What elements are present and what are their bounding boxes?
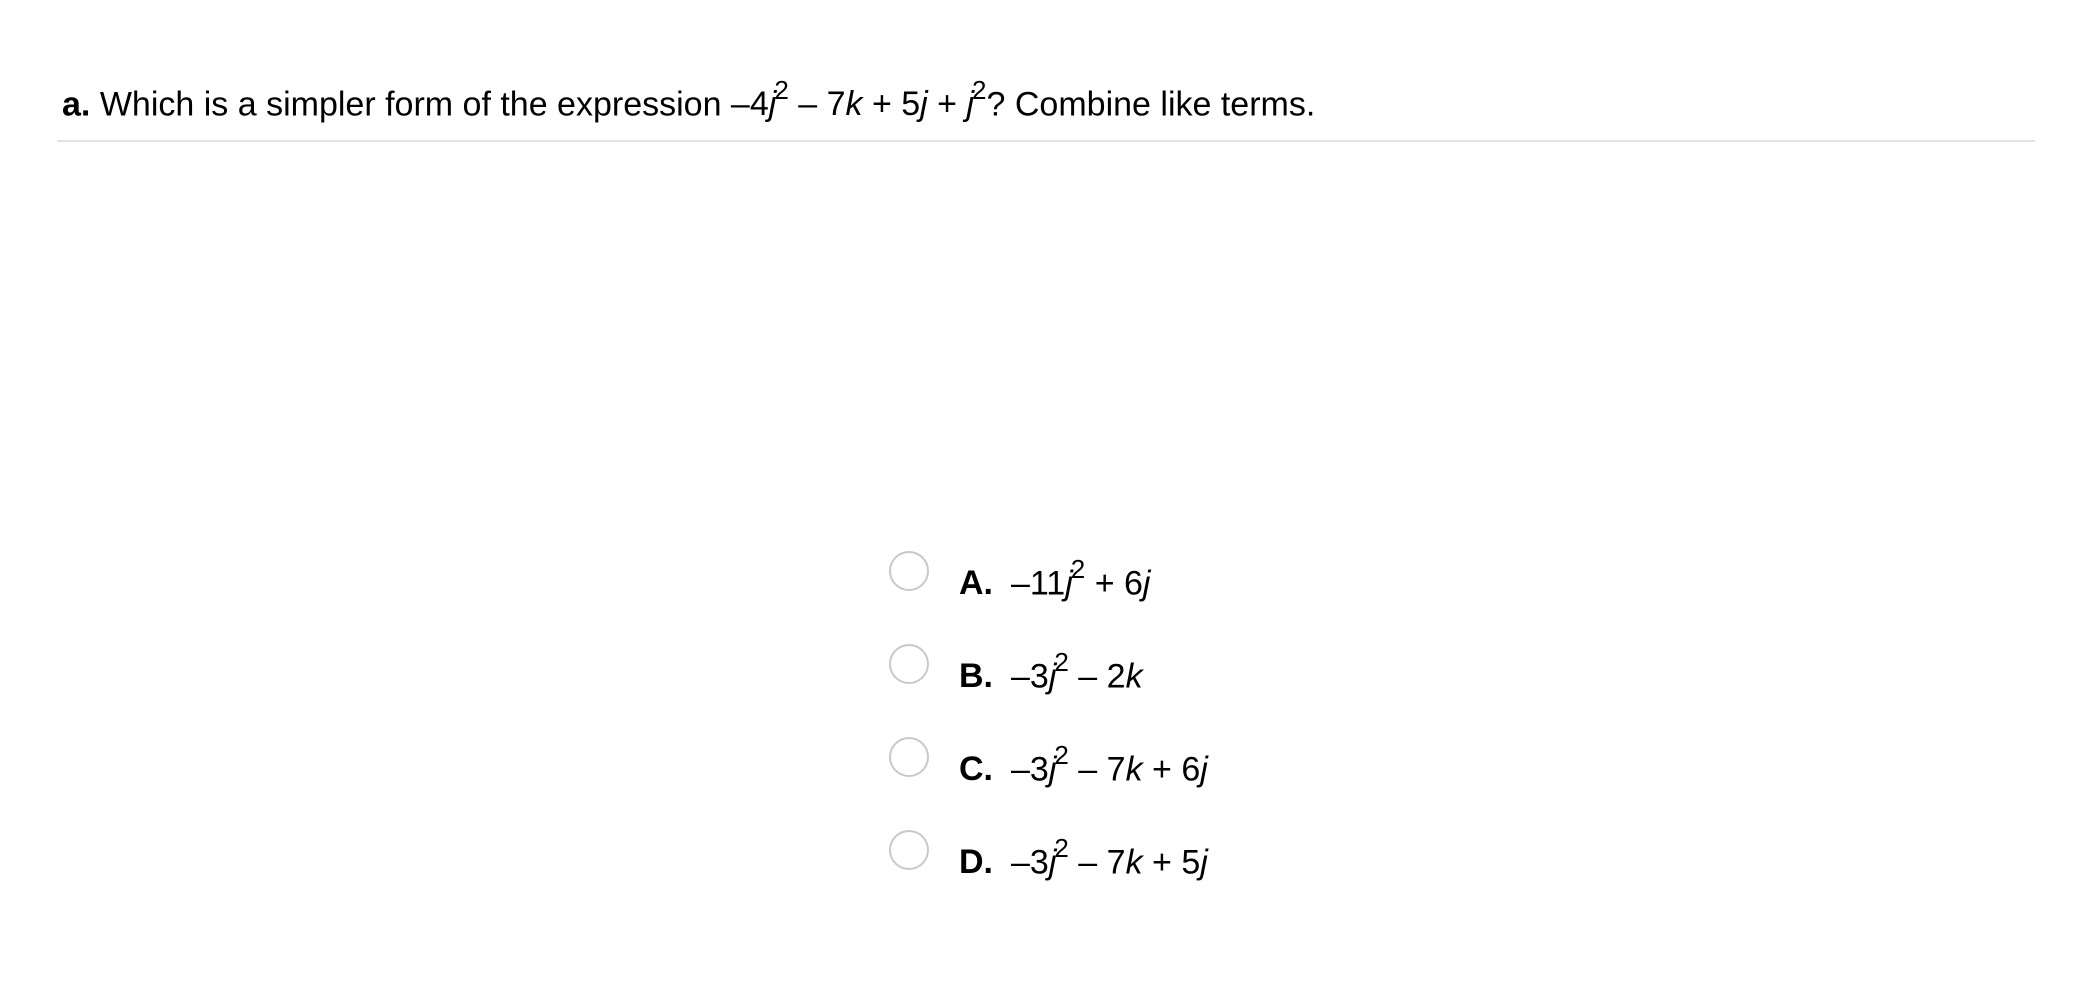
expr-term: + 6	[1142, 750, 1201, 789]
expr-variable: j	[1142, 564, 1151, 603]
expr-variable: k	[845, 85, 863, 124]
choice-c[interactable]	[889, 734, 1208, 827]
expr-variable: j	[1200, 750, 1208, 789]
choice-a[interactable]	[889, 548, 1208, 641]
answer-choices	[889, 548, 1208, 920]
expr-exponent: 2	[972, 75, 987, 105]
expr-term: +	[927, 85, 967, 124]
expr-variable: j	[966, 85, 975, 124]
expr-variable: j	[1048, 657, 1057, 696]
expr-term: – 7	[1068, 843, 1126, 882]
expression	[730, 75, 987, 124]
question-text-after: ? Combine like terms.	[986, 85, 1316, 124]
radio-button-d[interactable]	[889, 830, 929, 870]
expr-variable: j	[1065, 564, 1073, 603]
choice-d[interactable]	[889, 827, 1208, 920]
expr-variable: k	[1125, 750, 1143, 789]
expr-variable: j	[1048, 750, 1057, 789]
expr-term: + 5	[862, 85, 921, 124]
choice-letter: A.	[959, 564, 993, 603]
expr-exponent: 2	[1054, 647, 1069, 677]
expr-exponent: 2	[1054, 740, 1069, 770]
question-prompt	[62, 66, 1315, 132]
expr-term: – 2	[1068, 657, 1126, 696]
choice-b[interactable]	[889, 641, 1208, 734]
expr-term: –11	[1011, 564, 1066, 603]
question-text-before: Which is a simpler form of the expression	[99, 85, 731, 124]
expr-variable: k	[1125, 843, 1143, 882]
radio-button-b[interactable]	[889, 644, 929, 684]
choice-d-text	[959, 824, 1208, 890]
question-label: a.	[62, 85, 91, 124]
expr-term: –3	[1011, 843, 1049, 882]
radio-button-a[interactable]	[889, 551, 929, 591]
choice-c-text	[959, 731, 1208, 797]
divider	[57, 140, 2035, 142]
expr-exponent: 2	[1070, 554, 1086, 584]
choice-letter: D.	[959, 843, 993, 882]
expr-variable: j	[920, 85, 928, 124]
expr-term: –3	[1011, 750, 1049, 789]
expr-exponent: 2	[1054, 833, 1069, 863]
expr-term: + 5	[1142, 843, 1201, 882]
expr-variable: j	[768, 85, 777, 124]
expr-term: –3	[1011, 657, 1049, 696]
expr-variable: j	[1200, 843, 1208, 882]
radio-button-c[interactable]	[889, 737, 929, 777]
expr-variable: j	[1048, 843, 1057, 882]
choice-b-text	[959, 638, 1143, 704]
expr-term: – 7	[788, 85, 846, 124]
choice-letter: B.	[959, 657, 993, 696]
expr-term: –4	[730, 85, 769, 124]
expr-variable: k	[1125, 657, 1143, 696]
choice-letter: C.	[959, 750, 993, 789]
expr-term: – 7	[1068, 750, 1126, 789]
choice-a-text	[959, 545, 1150, 611]
expr-exponent: 2	[774, 75, 789, 105]
expr-term: + 6	[1085, 564, 1143, 603]
